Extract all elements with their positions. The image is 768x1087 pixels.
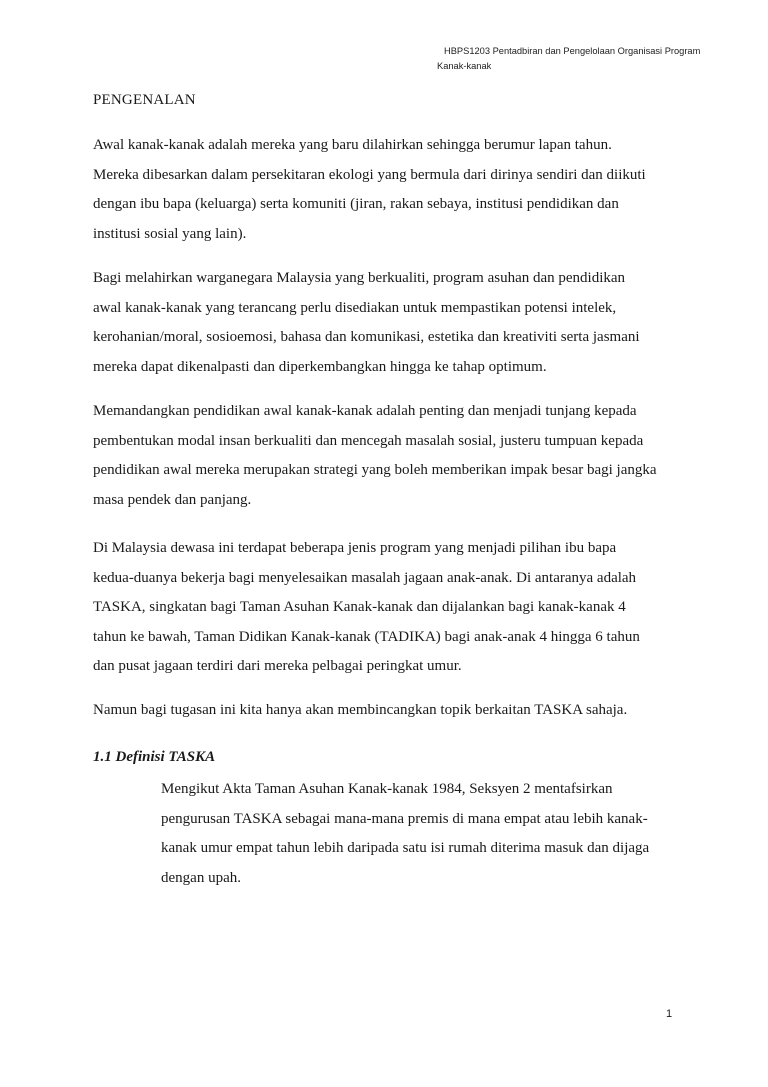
paragraph-2 [93,264,693,382]
paragraph-line: Bagi melahirkan warganegara Malaysia yang berkualiti, program asuhan dan pendidikan [93,270,626,286]
paragraph-line: mereka dapat dikenalpasti dan diperkembangkan hingga ke tahap optimum. [93,358,547,375]
header-line-2: Kanak-kanak [437,61,492,71]
paragraph-line: Mengikut Akta Taman Asuhan Kanak-kanak 1984, Seksyen 2 mentafsirkan [161,781,613,797]
paragraph-line: kedua-duanya bekerja bagi menyelesaikan masalah jagaan anak-anak. Di antaranya adalah [93,569,637,586]
paragraph-line: Namun bagi tugasan ini kita hanya akan membincangkan topik berkaitan TASKA sahaja. [93,702,628,718]
paragraph-line: tahun ke bawah, Taman Didikan Kanak-kanak (TADIKA) bagi anak-anak 4 hingga 6 tahun [93,628,640,645]
paragraph-line: pendidikan awal mereka merupakan strategi yang boleh memberikan impak besar bagi jangka [93,462,657,478]
paragraph-line: Di Malaysia dewasa ini terdapat beberapa jenis program yang menjadi pilihan ibu bapa [93,540,617,556]
paragraph-line: TASKA, singkatan bagi Taman Asuhan Kanak-kanak dan dijalankan bagi kanak-kanak 4 [93,599,626,615]
paragraph-5 [93,696,693,726]
paragraph-line: dengan ibu bapa (keluarga) serta komuniti (jiran, rakan sebaya, institusi pendidikan dan [93,196,619,212]
paragraph-line: awal kanak-kanak yang terancang perlu disediakan untuk mempastikan potensi intelek, [93,299,617,316]
running-header [437,44,737,74]
paragraph-line: pengurusan TASKA sebagai mana-mana premis di mana empat atau lebih kanak- [161,810,648,827]
paragraph-line: Mereka dibesarkan dalam persekitaran ekologi yang bermula dari dirinya sendiri dan diikuti [93,166,646,183]
subsection-title: 1.1 Definisi TASKA [93,749,216,765]
page-number: 1 [666,1008,673,1020]
paragraph-line: institusi sosial yang lain). [93,225,247,242]
paragraph-line: pembentukan modal insan berkualiti dan mencegah masalah sosial, justeru tumpuan kepada [93,432,644,449]
paragraph-line: kanak umur empat tahun lebih daripada satu isi rumah diterima masuk dan dijaga [161,840,650,856]
subsection-paragraph [161,775,701,893]
paragraph-line: dengan upah. [161,869,241,886]
header-line-1: HBPS1203 Pentadbiran dan Pengelolaan Organisasi Program [444,46,701,56]
paragraph-4 [93,534,693,682]
section-title: PENGENALAN [93,92,196,108]
paragraph-3 [93,397,693,515]
paragraph-line: Memandangkan pendidikan awal kanak-kanak adalah penting dan menjadi tunjang kepada [93,403,637,419]
paragraph-line: kerohanian/moral, sosioemosi, bahasa dan komunikasi, estetika dan kreativiti serta jasmani [93,329,640,345]
paragraph-line: dan pusat jagaan terdiri dari mereka pelbagai peringkat umur. [93,658,462,674]
paragraph-1 [93,131,693,249]
paragraph-line: Awal kanak-kanak adalah mereka yang baru dilahirkan sehingga berumur lapan tahun. [93,137,612,153]
paragraph-line: masa pendek dan panjang. [93,491,252,508]
